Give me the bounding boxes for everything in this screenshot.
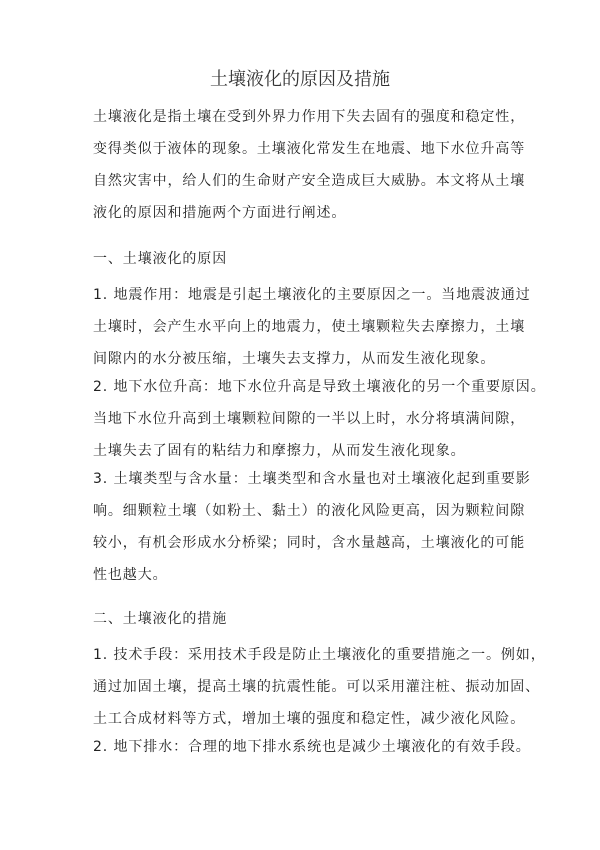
- text-line: 当地下水位升高到土壤颗粒间隙的一半以上时，水分将填满间隙，: [93, 411, 526, 427]
- section-heading-causes: 一、土壤液化的原因: [93, 251, 228, 267]
- text-line: 变得类似于液体的现象。土壤液化常发生在地震、地下水位升高等: [93, 141, 526, 157]
- text-line: 土壤时，会产生水平向上的地震力，使土壤颗粒失去摩擦力，土壤: [93, 319, 526, 335]
- cause-item-groundwater: [93, 378, 546, 460]
- section-heading-measures: 二、土壤液化的措施: [93, 611, 228, 627]
- text-line: 2. 地下排水：合理的地下排水系统也是减少土壤液化的有效手段。: [93, 739, 531, 755]
- text-line: 较小，有机会形成水分桥梁；同时，含水量越高，土壤液化的可能: [93, 535, 526, 551]
- text-line: 土工合成材料等方式，增加土壤的强度和稳定性，减少液化风险。: [93, 711, 526, 727]
- text-line: 响。细颗粒土壤（如粉土、黏土）的液化风险更高，因为颗粒间隙: [93, 503, 526, 519]
- cause-item-earthquake: [93, 286, 531, 368]
- text-line: 1. 地震作用：地震是引起土壤液化的主要原因之一。当地震波通过: [93, 287, 531, 303]
- text-line: 通过加固土壤，提高土壤的抗震性能。可以采用灌注桩、振动加固、: [93, 679, 540, 695]
- document-title: 土壤液化的原因及措施: [210, 69, 390, 90]
- text-line: 3. 土壤类型与含水量：土壤类型和含水量也对土壤液化起到重要影: [93, 471, 531, 487]
- text-line: 间隙内的水分被压缩，土壤失去支撑力，从而发生液化现象。: [93, 351, 496, 367]
- text-line: 2. 地下水位升高：地下水位升高是导致土壤液化的另一个重要原因。: [93, 379, 546, 395]
- measure-item-drainage: [93, 738, 531, 756]
- cause-item-soil-type: [93, 470, 531, 584]
- text-line: 性也越大。: [93, 567, 168, 583]
- text-line: 土壤液化是指土壤在受到外界力作用下失去固有的强度和稳定性，: [93, 109, 526, 125]
- text-line: 自然灾害中，给人们的生命财产安全造成巨大威胁。本文将从土壤: [93, 173, 526, 189]
- text-line: 土壤失去了固有的粘结力和摩擦力，从而发生液化现象。: [93, 443, 466, 459]
- text-line: 液化的原因和措施两个方面进行阐述。: [93, 205, 347, 221]
- intro-paragraph: [93, 108, 526, 222]
- measure-item-technical: [93, 646, 546, 728]
- text-line: 1. 技术手段：采用技术手段是防止土壤液化的重要措施之一。例如，: [93, 647, 546, 663]
